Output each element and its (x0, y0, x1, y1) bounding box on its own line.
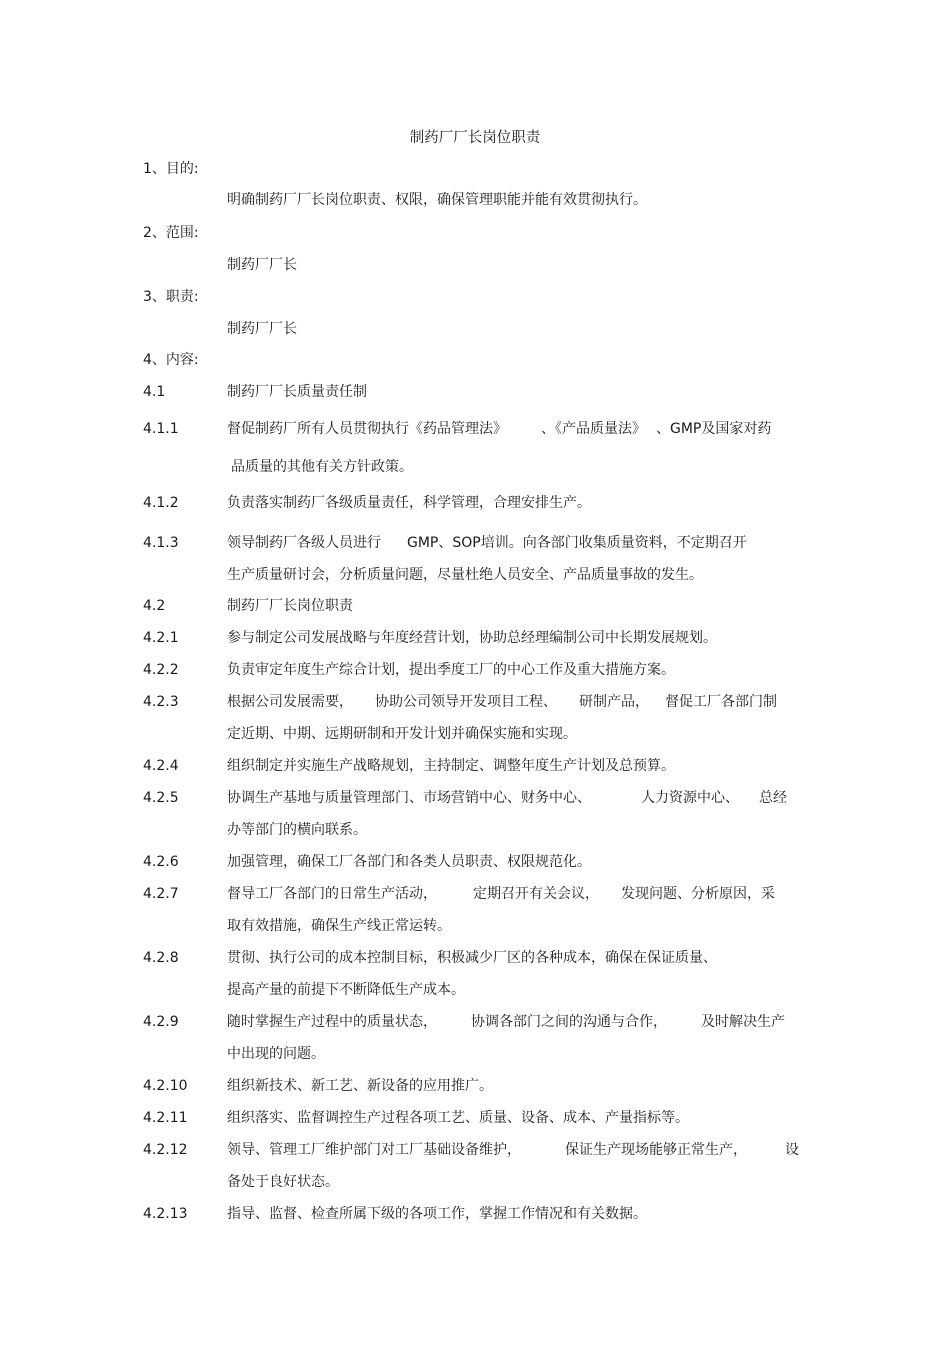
item-number: 4.1.3 (143, 535, 179, 551)
item-text: 备处于良好状态。 (227, 1174, 339, 1190)
item-text (227, 1141, 799, 1159)
item-text (227, 885, 775, 903)
item-number: 4.2.10 (143, 1078, 188, 1094)
item-number: 4.2.8 (143, 950, 179, 966)
section-heading-content: 4、内容: (143, 352, 199, 368)
item-text: 组织制定并实施生产战略规划，主持制定、调整年度生产计划及总预算。 (227, 758, 675, 774)
item-text-part: 保证生产现场能够正常生产， (565, 1142, 747, 1158)
item-number: 4.2.7 (143, 886, 179, 902)
item-text (227, 420, 771, 438)
document-title: 制药厂厂长岗位职责 (409, 130, 541, 146)
item-text: 负责落实制药厂各级质量责任，科学管理，合理安排生产。 (227, 495, 591, 511)
item-text: 取有效措施，确保生产线正常运转。 (227, 918, 451, 934)
item-text: 中出现的问题。 (227, 1046, 325, 1062)
item-text: 制药厂厂长质量责任制 (227, 384, 367, 400)
item-text-part: 协调各部门之间的沟通与合作， (471, 1014, 667, 1030)
item-text: 组织落实、监督调控生产过程各项工艺、质量、设备、成本、产量指标等。 (227, 1110, 689, 1126)
item-text: 组织新技术、新工艺、新设备的应用推广。 (227, 1078, 493, 1094)
item-number: 4.2.1 (143, 630, 179, 646)
section-heading-purpose: 1、目的: (143, 161, 199, 177)
item-number: 4.2.11 (143, 1110, 188, 1126)
section-body-purpose: 明确制药厂厂长岗位职责、权限，确保管理职能并能有效贯彻执行。 (227, 192, 647, 208)
item-number: 4.1.2 (143, 495, 179, 511)
item-text-part: 督导工厂各部门的日常生产活动， (227, 886, 437, 902)
item-text-part: 及时解决生产 (701, 1014, 785, 1030)
item-text: 提高产量的前提下不断降低生产成本。 (227, 982, 465, 998)
item-text: 办等部门的横向联系。 (227, 822, 367, 838)
item-text-part: 发现问题、分析原因，采 (621, 886, 775, 902)
item-number: 4.2.3 (143, 694, 179, 710)
section-body-duty: 制药厂厂长 (227, 321, 297, 337)
item-number: 4.2.9 (143, 1014, 179, 1030)
item-text: 负责审定年度生产综合计划，提出季度工厂的中心工作及重大措施方案。 (227, 662, 675, 678)
item-text-part: 总经 (759, 790, 787, 806)
item-text-part: 领导制药厂各级人员进行 (227, 535, 381, 551)
item-number: 4.2 (143, 598, 166, 614)
item-number: 4.2.13 (143, 1206, 188, 1222)
item-text-part: 定期召开有关会议， (473, 886, 599, 902)
item-text: 生产质量研讨会，分析质量问题，尽量杜绝人员安全、产品质量事故的发生。 (227, 567, 703, 583)
item-text-part: 领导、管理工厂维护部门对工厂基础设备维护， (227, 1142, 521, 1158)
item-text: 贯彻、执行公司的成本控制目标，积极减少厂区的各种成本，确保在保证质量、 (227, 950, 717, 966)
item-number: 4.2.2 (143, 662, 179, 678)
item-text-part: 、GMP及国家对药 (656, 421, 772, 437)
item-number: 4.2.6 (143, 854, 179, 870)
item-text (227, 1013, 785, 1031)
item-text-part: 人力资源中心、 (641, 790, 739, 806)
item-text: 制药厂厂长岗位职责 (227, 598, 353, 614)
item-text: 品质量的其他有关方针政策。 (231, 459, 413, 475)
item-text-part: 随时掌握生产过程中的质量状态， (227, 1014, 437, 1030)
item-text-part: GMP、SOP培训。向各部门收集质量资料，不定期召开 (407, 535, 747, 551)
item-number: 4.1 (143, 384, 166, 400)
item-text: 指导、监督、检查所属下级的各项工作，掌握工作情况和有关数据。 (227, 1206, 647, 1222)
item-text-part: 根据公司发展需要， (227, 694, 353, 710)
item-number: 4.2.5 (143, 790, 179, 806)
item-text: 参与制定公司发展战略与年度经营计划，协助总经理编制公司中长期发展规划。 (227, 630, 717, 646)
item-text (227, 789, 787, 807)
section-body-scope: 制药厂厂长 (227, 257, 297, 273)
item-text-part: 协调生产基地与质量管理部门、市场营销中心、财务中心、 (227, 790, 591, 806)
item-text: 定近期、中期、远期研制和开发计划并确保实施和实现。 (227, 726, 577, 742)
item-number: 4.2.4 (143, 758, 179, 774)
item-text-part: 督促工厂各部门制 (665, 694, 777, 710)
item-text-part: 督促制药厂所有人员贯彻执行《药品管理法》 (227, 421, 507, 437)
item-text-part: 设 (785, 1142, 799, 1158)
section-heading-scope: 2、范围: (143, 225, 199, 241)
item-text: 加强管理，确保工厂各部门和各类人员职责、权限规范化。 (227, 854, 591, 870)
item-text (227, 534, 747, 552)
item-text (227, 693, 777, 711)
item-text-part: 、《产品质量法》 (541, 421, 646, 437)
item-text-part: 协助公司领导开发项目工程、 (375, 694, 557, 710)
item-number: 4.1.1 (143, 421, 179, 437)
item-text-part: 研制产品， (579, 694, 649, 710)
item-number: 4.2.12 (143, 1142, 188, 1158)
section-heading-duty: 3、职责: (143, 289, 199, 305)
